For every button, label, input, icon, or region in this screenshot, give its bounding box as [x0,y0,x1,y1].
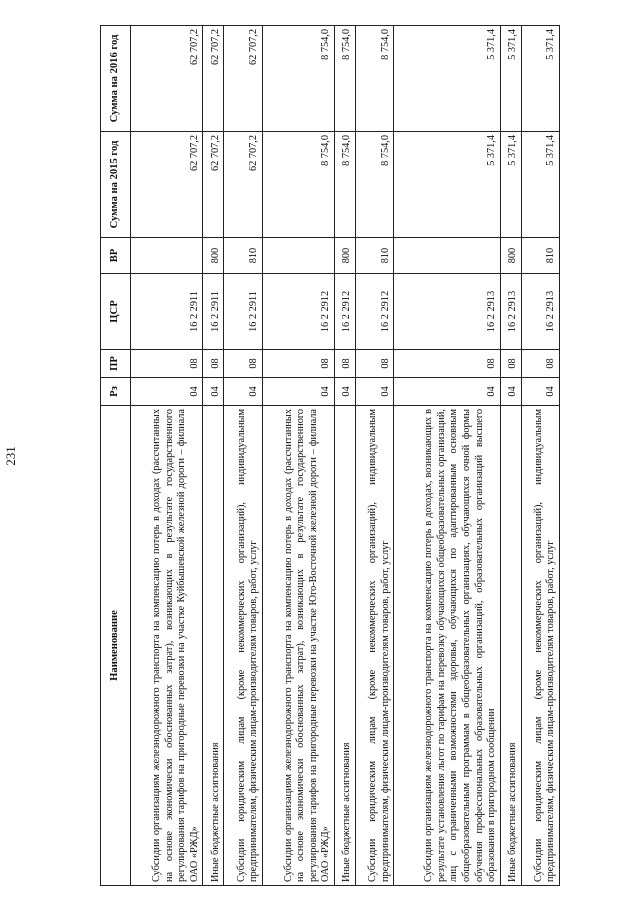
row-sum-2015: 62 707,2 [224,132,262,238]
row-sum-2015: 8 754,0 [356,132,394,238]
row-rz: 04 [131,378,203,406]
row-pr: 08 [131,350,203,378]
row-name: Субсидии юридическим лицам (кроме некоммерческих организаций), индивидуальным предпринимателям, физическим лицам-производителям товаров, работ, услуг [356,406,394,886]
row-vr: 800 [500,238,521,274]
row-rz: 04 [203,378,224,406]
header-sum-2015: Сумма на 2015 год [101,132,131,238]
row-pr: 08 [224,350,262,378]
table-wrapper [100,0,560,905]
row-sum-2016: 5 371,4 [521,26,559,132]
row-rz: 04 [224,378,262,406]
table-row [394,26,500,886]
row-sum-2015: 5 371,4 [394,132,500,238]
row-rz: 04 [356,378,394,406]
row-csr: 16 2 2913 [500,274,521,350]
row-csr: 16 2 2911 [131,274,203,350]
row-name: Иные бюджетные ассигнования [203,406,224,886]
table-row [203,26,224,886]
row-name: Иные бюджетные ассигнования [500,406,521,886]
table-row [521,26,559,886]
header-csr: ЦСР [101,274,131,350]
row-name: Субсидии организациям железнодорожного транспорта на компенсацию потерь в доходах (рассчитанных на основе экономически обоснованных затрат), возникающих в результате государственного регулирования тарифов на пригородные перевозки на участке Куйбышевской железной дороги – филиала ОАО «РЖД» [131,406,203,886]
table-body [131,26,560,886]
row-csr: 16 2 2912 [356,274,394,350]
row-rz: 04 [334,378,355,406]
row-csr: 16 2 2911 [224,274,262,350]
header-vr: ВР [101,238,131,274]
table-row [356,26,394,886]
table-row [262,26,334,886]
row-csr: 16 2 2912 [262,274,334,350]
row-csr: 16 2 2912 [334,274,355,350]
row-sum-2015: 62 707,2 [203,132,224,238]
row-vr: 810 [356,238,394,274]
row-vr [262,238,334,274]
row-vr: 810 [224,238,262,274]
table-row [334,26,355,886]
row-vr [131,238,203,274]
header-sum-2016: Сумма на 2016 год [101,26,131,132]
table-row [131,26,203,886]
row-csr: 16 2 2913 [521,274,559,350]
row-sum-2016: 5 371,4 [500,26,521,132]
row-sum-2016: 62 707,2 [131,26,203,132]
row-sum-2016: 62 707,2 [203,26,224,132]
row-pr: 08 [356,350,394,378]
row-sum-2015: 62 707,2 [131,132,203,238]
row-sum-2015: 5 371,4 [500,132,521,238]
row-sum-2016: 8 754,0 [262,26,334,132]
row-rz: 04 [262,378,334,406]
row-pr: 08 [500,350,521,378]
row-sum-2015: 8 754,0 [334,132,355,238]
page-number: 231 [3,446,18,466]
row-csr: 16 2 2911 [203,274,224,350]
row-pr: 08 [394,350,500,378]
row-sum-2016: 8 754,0 [334,26,355,132]
table-row [500,26,521,886]
row-sum-2016: 8 754,0 [356,26,394,132]
header-rz: Рз [101,378,131,406]
row-csr: 16 2 2913 [394,274,500,350]
row-rz: 04 [521,378,559,406]
row-sum-2015: 5 371,4 [521,132,559,238]
row-vr: 800 [203,238,224,274]
budget-table [100,25,560,886]
header-pr: ПР [101,350,131,378]
row-pr: 08 [203,350,224,378]
header-name: Наименование [101,406,131,886]
row-name: Иные бюджетные ассигнования [334,406,355,886]
row-pr: 08 [521,350,559,378]
row-sum-2016: 62 707,2 [224,26,262,132]
row-sum-2015: 8 754,0 [262,132,334,238]
row-name: Субсидии организациям железнодорожного транспорта на компенсацию потерь в доходах (рассчитанных на основе экономически обоснованных затрат), возникающих в результате государственного регулирования тарифов на пригородные перевозки на участке Юго-Восточной железной дороги – филиала ОАО «РЖД» [262,406,334,886]
row-sum-2016: 5 371,4 [394,26,500,132]
row-rz: 04 [500,378,521,406]
row-rz: 04 [394,378,500,406]
table-header-row [101,26,131,886]
row-vr [394,238,500,274]
row-pr: 08 [334,350,355,378]
rotated-page [100,26,560,886]
row-name: Субсидии юридическим лицам (кроме некоммерческих организаций), индивидуальным предпринимателям, физическим лицам-производителям товаров, работ, услуг [521,406,559,886]
row-pr: 08 [262,350,334,378]
row-vr: 800 [334,238,355,274]
row-name: Субсидии юридическим лицам (кроме некоммерческих организаций), индивидуальным предпринимателям, физическим лицам-производителям товаров, работ, услуг [224,406,262,886]
table-row [224,26,262,886]
row-name: Субсидии организациям железнодорожного транспорта на компенсацию потерь в доходах, возникающих в результате установления льгот по тарифам на перевозку обучающихся общеобразовательных организаций, лиц с ограниченными возможностями здоровья, обучающихся по адаптированным основным общеобразовательным программам в общеобразовательных организациях, обучающихся очной формы обучения профессиональных образовательных организаций, образовательных организаций высшего образования в пригородном сообщении [394,406,500,886]
row-vr: 810 [521,238,559,274]
